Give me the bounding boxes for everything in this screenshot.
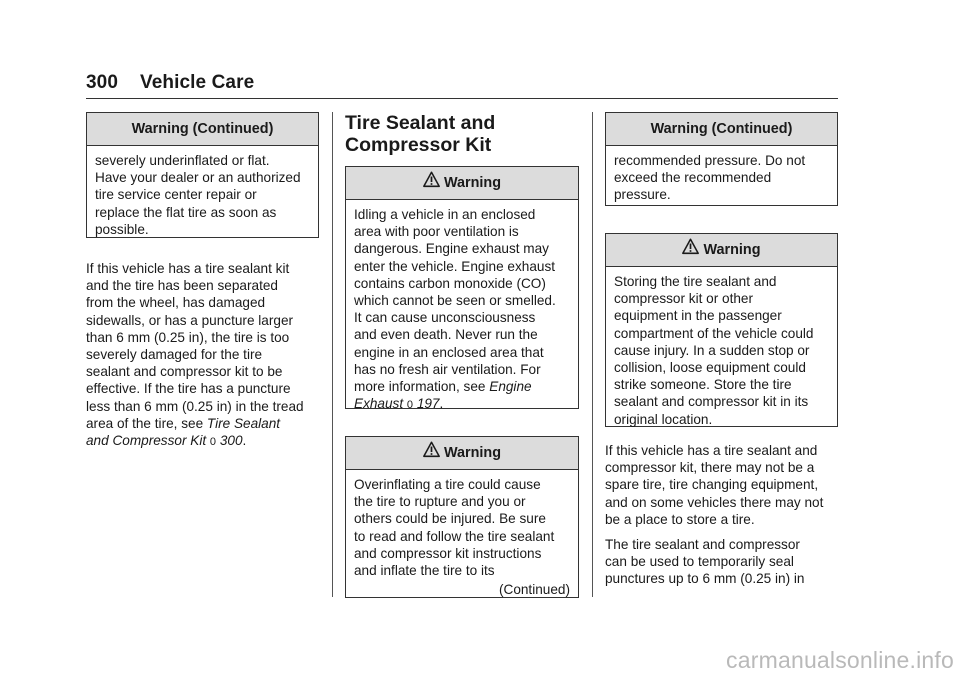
- warning-box-storing: [605, 233, 838, 427]
- box-line: original location.: [614, 411, 713, 427]
- box-line: Overinflating a tire could cause: [354, 477, 541, 492]
- box-line: area with poor ventilation is: [354, 224, 519, 240]
- box-line: [354, 378, 570, 395]
- box-line: pressure.: [614, 187, 671, 203]
- box-line: to read and follow the tire sealant: [354, 528, 555, 544]
- sealant-use-paragraph: [605, 536, 838, 588]
- warning-title: Warning: [443, 445, 502, 461]
- para-line: can be used to temporarily seal: [605, 554, 794, 570]
- box-line: tire service center repair or: [95, 187, 257, 203]
- warning-box-body: [87, 146, 318, 246]
- section-heading-line: Tire Sealant and: [345, 112, 496, 134]
- tire-sealant-link[interactable]: Tire Sealant: [206, 415, 281, 431]
- box-line: equipment in the passenger: [614, 308, 782, 324]
- section-title-header: Vehicle Care: [140, 72, 255, 93]
- box-line: the tire to rupture and you or: [354, 494, 526, 510]
- warning-box-header: [606, 234, 837, 267]
- box-line: It can cause unconsciousness: [354, 310, 536, 326]
- page-ref-arrow-icon: 0: [209, 436, 217, 449]
- spare-tire-paragraph: [605, 442, 838, 528]
- box-line: and compressor kit instructions: [354, 545, 542, 561]
- box-end: .: [439, 396, 444, 412]
- warning-box-header: [346, 437, 578, 470]
- column-middle: [345, 112, 579, 598]
- warning-triangle-icon: [423, 171, 440, 188]
- box-line: [354, 395, 570, 414]
- para-line: effective. If the tire has a puncture: [86, 381, 291, 397]
- warning-box-overinflating: [345, 436, 579, 598]
- para-line: punctures up to 6 mm (0.25 in) in: [605, 571, 805, 587]
- box-line: Have your dealer or an authorized: [95, 170, 301, 186]
- page-ref-number[interactable]: 197: [416, 396, 440, 412]
- para-line: from the wheel, has damaged: [86, 295, 266, 311]
- page-ref-number[interactable]: 300: [219, 433, 243, 449]
- warning-triangle-icon: [682, 238, 699, 255]
- para-line: sidewalls, or has a puncture larger: [86, 312, 294, 328]
- box-line: recommended pressure. Do not: [614, 153, 806, 168]
- warning-title: Warning: [703, 242, 761, 258]
- header-rule: [86, 98, 838, 99]
- box-line: contains carbon monoxide (CO): [354, 275, 546, 291]
- warning-box-exhaust: [345, 166, 579, 412]
- warning-continued-box: [86, 112, 319, 238]
- para-line: be a place to store a tire.: [605, 511, 755, 527]
- para-line: If this vehicle has a tire sealant and: [605, 443, 818, 458]
- para-line: The tire sealant and compressor: [605, 537, 800, 553]
- para-line: [86, 432, 319, 451]
- box-line: severely underinflated or flat.: [95, 153, 270, 168]
- box-line: enter the vehicle. Engine exhaust: [354, 258, 556, 274]
- para-line: and on some vehicles there may not: [605, 494, 824, 510]
- box-line: and inflate the tire to its: [354, 563, 495, 579]
- para-line: If this vehicle has a tire sealant kit: [86, 261, 290, 276]
- compressor-kit-link[interactable]: and Compressor Kit: [86, 433, 207, 449]
- warning-box-title: Warning (Continued): [87, 113, 318, 146]
- para-line: sealant and compressor kit to be: [86, 364, 283, 380]
- warning-box-body: [606, 267, 837, 436]
- warning-box-body: [346, 470, 578, 606]
- para-line: spare tire, tire changing equipment,: [605, 477, 819, 493]
- warning-triangle-icon: [423, 441, 440, 458]
- box-line: sealant and compressor kit in its: [614, 394, 809, 410]
- engine-exhaust-link[interactable]: Engine: [489, 379, 532, 395]
- para-line: and the tire has been separated: [86, 278, 278, 294]
- warning-box-header: [346, 167, 578, 200]
- para-line: severely damaged for the tire: [86, 347, 263, 363]
- column-left: [86, 112, 319, 451]
- box-line: engine in an enclosed area that: [354, 344, 544, 360]
- box-line: replace the flat tire as soon as: [95, 204, 277, 220]
- box-line: others could be injured. Be sure: [354, 511, 546, 527]
- watermark: carmanualsonline.info: [726, 647, 954, 673]
- section-heading: [345, 112, 579, 156]
- box-line: possible.: [95, 221, 149, 237]
- para-line: compressor kit, there may not be a: [605, 460, 815, 476]
- box-line: which cannot be seen or smelled.: [354, 293, 556, 309]
- para-text: area of the tire, see: [86, 415, 207, 431]
- exhaust-link[interactable]: Exhaust: [354, 396, 404, 412]
- para-line: [86, 415, 319, 432]
- box-line: has no fresh air ventilation. For: [354, 361, 541, 377]
- continued-label: (Continued): [498, 582, 570, 598]
- box-line: Idling a vehicle in an enclosed: [354, 207, 536, 222]
- warning-title: Warning: [443, 175, 502, 191]
- box-line: strike someone. Store the tire: [614, 377, 792, 393]
- box-text: more information, see: [354, 379, 490, 395]
- page-header: [86, 72, 254, 94]
- box-line: and even death. Never run the: [354, 327, 538, 343]
- box-line: compartment of the vehicle could: [614, 325, 814, 341]
- tire-sealant-paragraph: [86, 260, 319, 451]
- box-line: Storing the tire sealant and: [614, 274, 777, 289]
- column-divider-2: [592, 112, 593, 597]
- box-line: dangerous. Engine exhaust may: [354, 241, 549, 257]
- warning-continued-box: [605, 112, 838, 206]
- column-right: [605, 112, 838, 588]
- section-heading-line: Compressor Kit: [345, 134, 492, 156]
- box-line: cause injury. In a sudden stop or: [614, 342, 810, 358]
- warning-box-body: [346, 200, 578, 422]
- para-end: .: [242, 433, 247, 449]
- warning-box-title: Warning (Continued): [606, 113, 837, 146]
- column-divider-1: [332, 112, 333, 597]
- box-line: compressor kit or other: [614, 291, 754, 307]
- box-line: collision, loose equipment could: [614, 360, 806, 376]
- box-line: exceed the recommended: [614, 170, 772, 186]
- para-line: less than 6 mm (0.25 in) in the tread: [86, 398, 304, 414]
- page-number: 300: [86, 72, 119, 93]
- page-ref-arrow-icon: 0: [406, 399, 414, 412]
- warning-box-body: [606, 146, 837, 212]
- para-line: than 6 mm (0.25 in), the tire is too: [86, 329, 290, 345]
